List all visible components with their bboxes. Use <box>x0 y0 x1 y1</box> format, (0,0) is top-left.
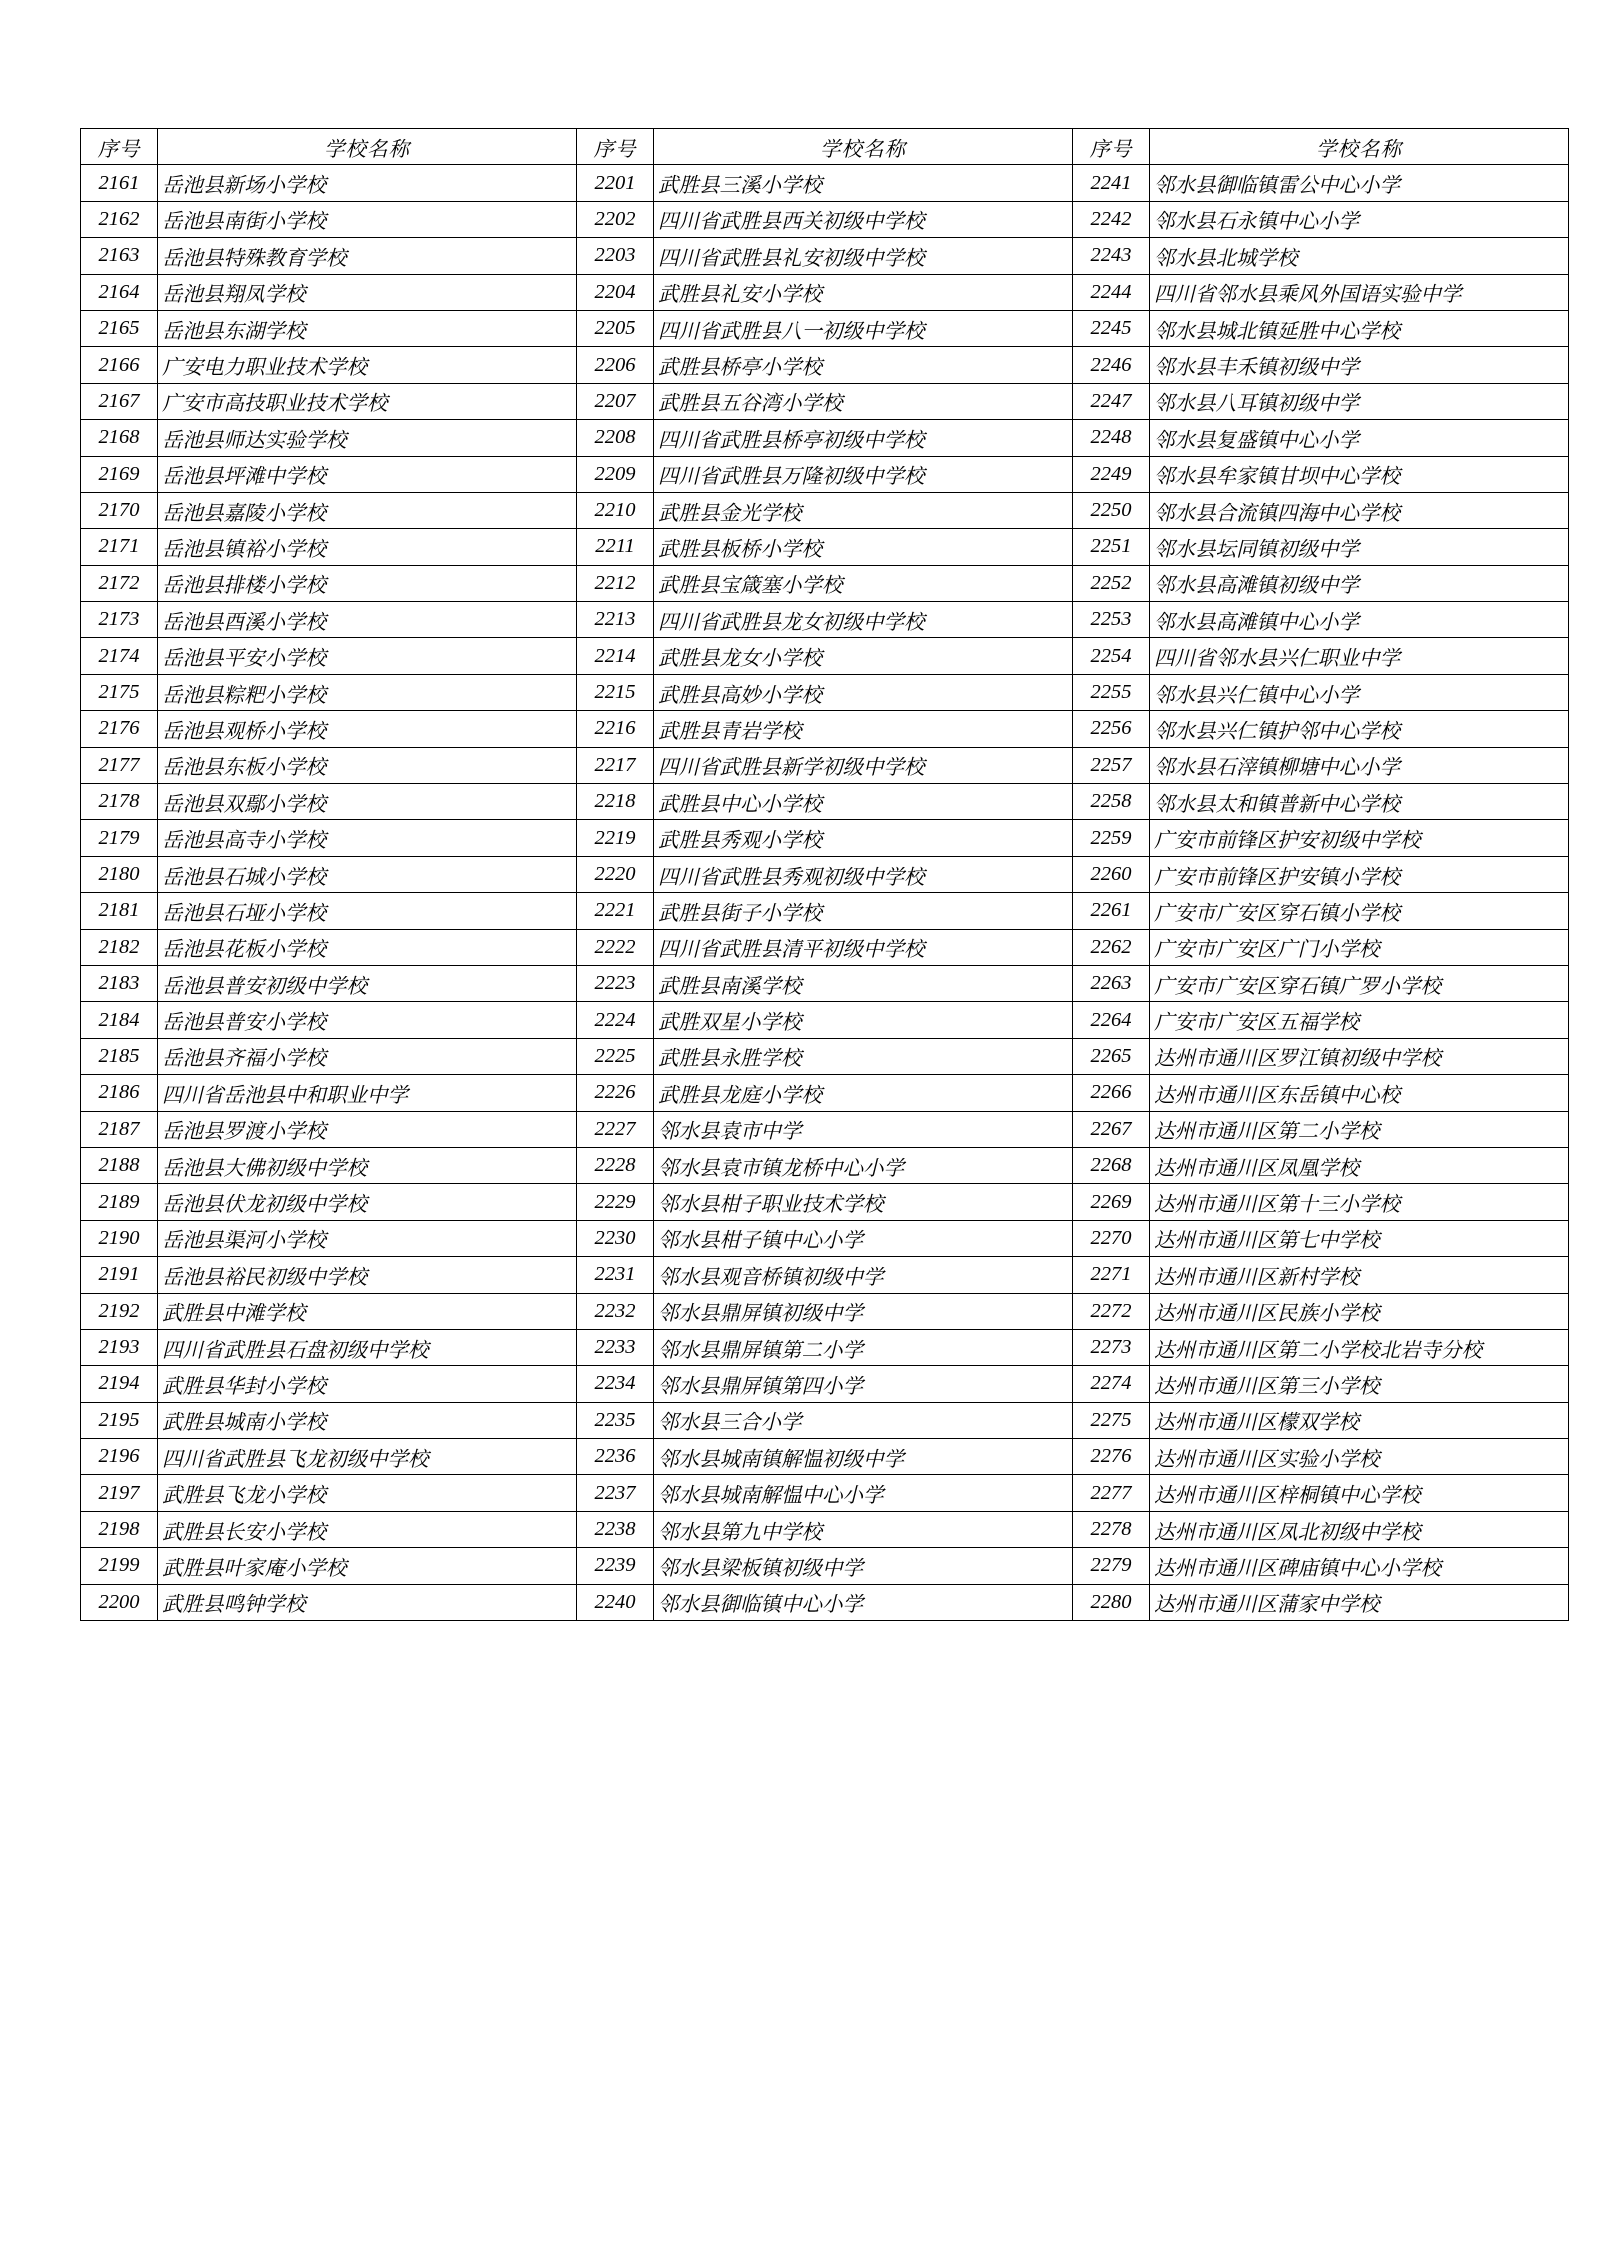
column-header-number-3 <box>1073 129 1150 165</box>
row-number: 2233 <box>577 1329 654 1365</box>
row-number: 2163 <box>81 238 158 274</box>
school-name: 武胜县永胜学校 <box>654 1038 1073 1074</box>
column-header-number-2 <box>577 129 654 165</box>
row-number: 2270 <box>1073 1220 1150 1256</box>
row-number: 2247 <box>1073 383 1150 419</box>
row-number: 2264 <box>1073 1002 1150 1038</box>
school-name: 武胜县华封小学校 <box>158 1366 577 1402</box>
school-name: 岳池县东板小学校 <box>158 747 577 783</box>
school-name: 四川省武胜县西关初级中学校 <box>654 201 1073 237</box>
row-number: 2199 <box>81 1548 158 1584</box>
header-label: 序号 <box>1089 138 1133 161</box>
row-number: 2186 <box>81 1075 158 1111</box>
table-row <box>81 529 1569 565</box>
table-row <box>81 638 1569 674</box>
table-row <box>81 674 1569 710</box>
school-name: 邻水县鼎屏镇初级中学 <box>654 1293 1073 1329</box>
row-number: 2215 <box>577 674 654 710</box>
row-number: 2187 <box>81 1111 158 1147</box>
row-number: 2255 <box>1073 674 1150 710</box>
table-body <box>81 165 1569 1621</box>
row-number: 2258 <box>1073 784 1150 820</box>
school-name: 邻水县复盛镇中心小学 <box>1150 420 1569 456</box>
row-number: 2267 <box>1073 1111 1150 1147</box>
row-number: 2206 <box>577 347 654 383</box>
row-number: 2218 <box>577 784 654 820</box>
row-number: 2239 <box>577 1548 654 1584</box>
table-row <box>81 1075 1569 1111</box>
school-name: 岳池县大佛初级中学校 <box>158 1147 577 1183</box>
school-name: 邻水县太和镇普新中心学校 <box>1150 784 1569 820</box>
school-name: 岳池县粽粑小学校 <box>158 674 577 710</box>
school-name: 达州市通川区蒲家中学校 <box>1150 1584 1569 1620</box>
row-number: 2193 <box>81 1329 158 1365</box>
table-row <box>81 1584 1569 1620</box>
school-name: 武胜县龙庭小学校 <box>654 1075 1073 1111</box>
school-name: 武胜县龙女小学校 <box>654 638 1073 674</box>
row-number: 2221 <box>577 893 654 929</box>
table-row <box>81 274 1569 310</box>
row-number: 2183 <box>81 965 158 1001</box>
school-name: 岳池县齐福小学校 <box>158 1038 577 1074</box>
header-label: 学校名称 <box>1316 138 1402 161</box>
row-number: 2272 <box>1073 1293 1150 1329</box>
school-name: 邻水县鼎屏镇第二小学 <box>654 1329 1073 1365</box>
school-name: 邻水县坛同镇初级中学 <box>1150 529 1569 565</box>
table-header-row <box>81 129 1569 165</box>
row-number: 2271 <box>1073 1257 1150 1293</box>
row-number: 2170 <box>81 492 158 528</box>
school-name: 岳池县东湖学校 <box>158 310 577 346</box>
school-name: 四川省武胜县清平初级中学校 <box>654 929 1073 965</box>
table-row <box>81 711 1569 747</box>
school-name: 广安市前锋区护安初级中学校 <box>1150 820 1569 856</box>
school-name: 四川省武胜县秀观初级中学校 <box>654 856 1073 892</box>
school-name: 邻水县兴仁镇中心小学 <box>1150 674 1569 710</box>
table-row <box>81 1002 1569 1038</box>
row-number: 2249 <box>1073 456 1150 492</box>
school-name: 岳池县伏龙初级中学校 <box>158 1184 577 1220</box>
school-name: 达州市通川区第二小学校北岩寺分校 <box>1150 1329 1569 1365</box>
row-number: 2248 <box>1073 420 1150 456</box>
row-number: 2273 <box>1073 1329 1150 1365</box>
school-name: 邻水县合流镇四海中心学校 <box>1150 492 1569 528</box>
row-number: 2254 <box>1073 638 1150 674</box>
header-label: 学校名称 <box>820 138 906 161</box>
row-number: 2188 <box>81 1147 158 1183</box>
school-name: 邻水县梁板镇初级中学 <box>654 1548 1073 1584</box>
row-number: 2230 <box>577 1220 654 1256</box>
school-name: 岳池县坪滩中学校 <box>158 456 577 492</box>
school-name: 广安市前锋区护安镇小学校 <box>1150 856 1569 892</box>
school-name: 武胜县秀观小学校 <box>654 820 1073 856</box>
row-number: 2231 <box>577 1257 654 1293</box>
row-number: 2259 <box>1073 820 1150 856</box>
row-number: 2201 <box>577 165 654 201</box>
school-name: 武胜县板桥小学校 <box>654 529 1073 565</box>
row-number: 2167 <box>81 383 158 419</box>
school-name: 达州市通川区碑庙镇中心小学校 <box>1150 1548 1569 1584</box>
row-number: 2240 <box>577 1584 654 1620</box>
school-name: 广安市高技职业技术学校 <box>158 383 577 419</box>
school-name: 邻水县观音桥镇初级中学 <box>654 1257 1073 1293</box>
school-name: 达州市通川区第二小学校 <box>1150 1111 1569 1147</box>
row-number: 2205 <box>577 310 654 346</box>
row-number: 2244 <box>1073 274 1150 310</box>
school-name: 邻水县八耳镇初级中学 <box>1150 383 1569 419</box>
row-number: 2228 <box>577 1147 654 1183</box>
school-name: 广安市广安区穿石镇广罗小学校 <box>1150 965 1569 1001</box>
school-name: 岳池县观桥小学校 <box>158 711 577 747</box>
row-number: 2195 <box>81 1402 158 1438</box>
school-name: 邻水县北城学校 <box>1150 238 1569 274</box>
school-name: 武胜县青岩学校 <box>654 711 1073 747</box>
school-name: 四川省武胜县万隆初级中学校 <box>654 456 1073 492</box>
school-name: 邻水县御临镇雷公中心小学 <box>1150 165 1569 201</box>
table-row <box>81 965 1569 1001</box>
row-number: 2275 <box>1073 1402 1150 1438</box>
row-number: 2278 <box>1073 1511 1150 1547</box>
header-label: 序号 <box>593 138 637 161</box>
row-number: 2165 <box>81 310 158 346</box>
row-number: 2223 <box>577 965 654 1001</box>
row-number: 2232 <box>577 1293 654 1329</box>
table-row <box>81 310 1569 346</box>
header-label: 序号 <box>97 138 141 161</box>
table-row <box>81 456 1569 492</box>
row-number: 2227 <box>577 1111 654 1147</box>
row-number: 2269 <box>1073 1184 1150 1220</box>
school-name: 邻水县高滩镇初级中学 <box>1150 565 1569 601</box>
school-name: 达州市通川区东岳镇中心校 <box>1150 1075 1569 1111</box>
row-number: 2268 <box>1073 1147 1150 1183</box>
row-number: 2182 <box>81 929 158 965</box>
table-header <box>81 129 1569 165</box>
row-number: 2263 <box>1073 965 1150 1001</box>
school-name: 武胜县宝箴塞小学校 <box>654 565 1073 601</box>
school-name: 武胜县高妙小学校 <box>654 674 1073 710</box>
row-number: 2265 <box>1073 1038 1150 1074</box>
school-name: 四川省武胜县龙女初级中学校 <box>654 602 1073 638</box>
table-row <box>81 347 1569 383</box>
school-name: 邻水县柑子职业技术学校 <box>654 1184 1073 1220</box>
school-list-table <box>80 128 1569 1621</box>
school-name: 达州市通川区第七中学校 <box>1150 1220 1569 1256</box>
school-name: 邻水县兴仁镇护邻中心学校 <box>1150 711 1569 747</box>
school-name: 武胜县中心小学校 <box>654 784 1073 820</box>
school-name: 武胜县桥亭小学校 <box>654 347 1073 383</box>
school-name: 邻水县鼎屏镇第四小学 <box>654 1366 1073 1402</box>
school-name: 四川省岳池县中和职业中学 <box>158 1075 577 1111</box>
table-row <box>81 1329 1569 1365</box>
school-name: 达州市通川区罗江镇初级中学校 <box>1150 1038 1569 1074</box>
school-name: 武胜县飞龙小学校 <box>158 1475 577 1511</box>
column-header-name-1 <box>158 129 577 165</box>
row-number: 2202 <box>577 201 654 237</box>
table-row <box>81 784 1569 820</box>
table-row <box>81 747 1569 783</box>
table-row <box>81 602 1569 638</box>
row-number: 2245 <box>1073 310 1150 346</box>
school-name: 武胜县城南小学校 <box>158 1402 577 1438</box>
school-name: 邻水县牟家镇甘坝中心学校 <box>1150 456 1569 492</box>
school-name: 四川省武胜县飞龙初级中学校 <box>158 1439 577 1475</box>
school-name: 四川省武胜县礼安初级中学校 <box>654 238 1073 274</box>
table-row <box>81 1257 1569 1293</box>
school-name: 邻水县高滩镇中心小学 <box>1150 602 1569 638</box>
row-number: 2252 <box>1073 565 1150 601</box>
row-number: 2213 <box>577 602 654 638</box>
school-name: 邻水县三合小学 <box>654 1402 1073 1438</box>
table-row <box>81 1184 1569 1220</box>
row-number: 2246 <box>1073 347 1150 383</box>
row-number: 2214 <box>577 638 654 674</box>
row-number: 2171 <box>81 529 158 565</box>
school-name: 岳池县嘉陵小学校 <box>158 492 577 528</box>
school-name: 武胜县鸣钟学校 <box>158 1584 577 1620</box>
column-header-name-2 <box>654 129 1073 165</box>
school-name: 邻水县第九中学校 <box>654 1511 1073 1547</box>
row-number: 2211 <box>577 529 654 565</box>
table-row <box>81 565 1569 601</box>
school-name: 四川省武胜县八一初级中学校 <box>654 310 1073 346</box>
table-row <box>81 1147 1569 1183</box>
row-number: 2235 <box>577 1402 654 1438</box>
row-number: 2266 <box>1073 1075 1150 1111</box>
table-row <box>81 820 1569 856</box>
school-name: 武胜县叶家庵小学校 <box>158 1548 577 1584</box>
row-number: 2162 <box>81 201 158 237</box>
school-name: 邻水县丰禾镇初级中学 <box>1150 347 1569 383</box>
row-number: 2242 <box>1073 201 1150 237</box>
table-row <box>81 165 1569 201</box>
row-number: 2176 <box>81 711 158 747</box>
row-number: 2262 <box>1073 929 1150 965</box>
school-name: 武胜县街子小学校 <box>654 893 1073 929</box>
table-row <box>81 1475 1569 1511</box>
row-number: 2257 <box>1073 747 1150 783</box>
school-name: 四川省武胜县新学初级中学校 <box>654 747 1073 783</box>
row-number: 2226 <box>577 1075 654 1111</box>
row-number: 2276 <box>1073 1439 1150 1475</box>
row-number: 2243 <box>1073 238 1150 274</box>
table-row <box>81 1038 1569 1074</box>
school-name: 邻水县袁市中学 <box>654 1111 1073 1147</box>
row-number: 2185 <box>81 1038 158 1074</box>
row-number: 2190 <box>81 1220 158 1256</box>
row-number: 2212 <box>577 565 654 601</box>
row-number: 2164 <box>81 274 158 310</box>
row-number: 2184 <box>81 1002 158 1038</box>
table-row <box>81 492 1569 528</box>
school-name: 邻水县石永镇中心小学 <box>1150 201 1569 237</box>
school-name: 岳池县普安小学校 <box>158 1002 577 1038</box>
school-name: 达州市通川区第三小学校 <box>1150 1366 1569 1402</box>
row-number: 2200 <box>81 1584 158 1620</box>
school-name: 岳池县石垭小学校 <box>158 893 577 929</box>
row-number: 2236 <box>577 1439 654 1475</box>
row-number: 2203 <box>577 238 654 274</box>
table-row <box>81 1111 1569 1147</box>
row-number: 2277 <box>1073 1475 1150 1511</box>
school-name: 邻水县柑子镇中心小学 <box>654 1220 1073 1256</box>
school-name: 岳池县酉溪小学校 <box>158 602 577 638</box>
row-number: 2280 <box>1073 1584 1150 1620</box>
row-number: 2250 <box>1073 492 1150 528</box>
school-name: 武胜县南溪学校 <box>654 965 1073 1001</box>
row-number: 2261 <box>1073 893 1150 929</box>
row-number: 2229 <box>577 1184 654 1220</box>
row-number: 2222 <box>577 929 654 965</box>
table-row <box>81 1548 1569 1584</box>
row-number: 2279 <box>1073 1548 1150 1584</box>
row-number: 2260 <box>1073 856 1150 892</box>
school-name: 武胜县长安小学校 <box>158 1511 577 1547</box>
row-number: 2180 <box>81 856 158 892</box>
table-row <box>81 383 1569 419</box>
row-number: 2251 <box>1073 529 1150 565</box>
school-name: 四川省武胜县桥亭初级中学校 <box>654 420 1073 456</box>
row-number: 2234 <box>577 1366 654 1402</box>
school-name: 岳池县高寺小学校 <box>158 820 577 856</box>
school-name: 达州市通川区新村学校 <box>1150 1257 1569 1293</box>
table-row <box>81 1366 1569 1402</box>
row-number: 2179 <box>81 820 158 856</box>
row-number: 2181 <box>81 893 158 929</box>
row-number: 2220 <box>577 856 654 892</box>
school-name: 广安电力职业技术学校 <box>158 347 577 383</box>
school-name: 武胜县礼安小学校 <box>654 274 1073 310</box>
school-name: 四川省邻水县兴仁职业中学 <box>1150 638 1569 674</box>
row-number: 2177 <box>81 747 158 783</box>
row-number: 2194 <box>81 1366 158 1402</box>
row-number: 2237 <box>577 1475 654 1511</box>
school-name: 岳池县新场小学校 <box>158 165 577 201</box>
school-name: 武胜双星小学校 <box>654 1002 1073 1038</box>
school-name: 岳池县特殊教育学校 <box>158 238 577 274</box>
table-row <box>81 201 1569 237</box>
school-name: 武胜县三溪小学校 <box>654 165 1073 201</box>
header-label: 学校名称 <box>324 138 410 161</box>
school-name: 四川省武胜县石盘初级中学校 <box>158 1329 577 1365</box>
row-number: 2274 <box>1073 1366 1150 1402</box>
row-number: 2204 <box>577 274 654 310</box>
school-name: 邻水县城北镇延胜中心学校 <box>1150 310 1569 346</box>
table-row <box>81 1220 1569 1256</box>
row-number: 2168 <box>81 420 158 456</box>
school-name: 广安市广安区穿石镇小学校 <box>1150 893 1569 929</box>
row-number: 2238 <box>577 1511 654 1547</box>
row-number: 2172 <box>81 565 158 601</box>
row-number: 2191 <box>81 1257 158 1293</box>
table-row <box>81 238 1569 274</box>
school-name: 达州市通川区檬双学校 <box>1150 1402 1569 1438</box>
school-name: 岳池县平安小学校 <box>158 638 577 674</box>
table-row <box>81 856 1569 892</box>
column-header-name-3 <box>1150 129 1569 165</box>
row-number: 2197 <box>81 1475 158 1511</box>
row-number: 2174 <box>81 638 158 674</box>
school-name: 岳池县渠河小学校 <box>158 1220 577 1256</box>
table-row <box>81 893 1569 929</box>
school-name: 广安市广安区广门小学校 <box>1150 929 1569 965</box>
row-number: 2196 <box>81 1439 158 1475</box>
row-number: 2210 <box>577 492 654 528</box>
school-name: 岳池县普安初级中学校 <box>158 965 577 1001</box>
row-number: 2208 <box>577 420 654 456</box>
school-name: 武胜县中滩学校 <box>158 1293 577 1329</box>
row-number: 2256 <box>1073 711 1150 747</box>
row-number: 2217 <box>577 747 654 783</box>
school-name: 邻水县城南解愠中心小学 <box>654 1475 1073 1511</box>
school-name: 岳池县翔凤学校 <box>158 274 577 310</box>
school-name: 武胜县金光学校 <box>654 492 1073 528</box>
row-number: 2189 <box>81 1184 158 1220</box>
school-name: 岳池县裕民初级中学校 <box>158 1257 577 1293</box>
table-row <box>81 1511 1569 1547</box>
column-header-number-1 <box>81 129 158 165</box>
school-name: 达州市通川区凤凰学校 <box>1150 1147 1569 1183</box>
table-row <box>81 1293 1569 1329</box>
row-number: 2169 <box>81 456 158 492</box>
school-name: 邻水县袁市镇龙桥中心小学 <box>654 1147 1073 1183</box>
school-name: 达州市通川区凤北初级中学校 <box>1150 1511 1569 1547</box>
school-name: 达州市通川区梓桐镇中心学校 <box>1150 1475 1569 1511</box>
school-name: 达州市通川区民族小学校 <box>1150 1293 1569 1329</box>
school-name: 岳池县石城小学校 <box>158 856 577 892</box>
school-name: 达州市通川区第十三小学校 <box>1150 1184 1569 1220</box>
school-name: 岳池县排楼小学校 <box>158 565 577 601</box>
school-name: 四川省邻水县乘风外国语实验中学 <box>1150 274 1569 310</box>
table-row <box>81 1402 1569 1438</box>
school-name: 广安市广安区五福学校 <box>1150 1002 1569 1038</box>
row-number: 2198 <box>81 1511 158 1547</box>
row-number: 2192 <box>81 1293 158 1329</box>
school-name: 邻水县御临镇中心小学 <box>654 1584 1073 1620</box>
row-number: 2224 <box>577 1002 654 1038</box>
school-name: 岳池县花板小学校 <box>158 929 577 965</box>
row-number: 2166 <box>81 347 158 383</box>
row-number: 2161 <box>81 165 158 201</box>
row-number: 2216 <box>577 711 654 747</box>
school-name: 岳池县镇裕小学校 <box>158 529 577 565</box>
row-number: 2219 <box>577 820 654 856</box>
row-number: 2178 <box>81 784 158 820</box>
table-row <box>81 420 1569 456</box>
row-number: 2209 <box>577 456 654 492</box>
school-name: 邻水县石滓镇柳塘中心小学 <box>1150 747 1569 783</box>
school-name: 达州市通川区实验小学校 <box>1150 1439 1569 1475</box>
row-number: 2173 <box>81 602 158 638</box>
school-name: 岳池县师达实验学校 <box>158 420 577 456</box>
row-number: 2207 <box>577 383 654 419</box>
school-name: 岳池县南街小学校 <box>158 201 577 237</box>
row-number: 2175 <box>81 674 158 710</box>
row-number: 2241 <box>1073 165 1150 201</box>
table-row <box>81 1439 1569 1475</box>
table-row <box>81 929 1569 965</box>
row-number: 2225 <box>577 1038 654 1074</box>
school-name: 岳池县双鄢小学校 <box>158 784 577 820</box>
school-name: 岳池县罗渡小学校 <box>158 1111 577 1147</box>
row-number: 2253 <box>1073 602 1150 638</box>
school-name: 武胜县五谷湾小学校 <box>654 383 1073 419</box>
school-name: 邻水县城南镇解愠初级中学 <box>654 1439 1073 1475</box>
